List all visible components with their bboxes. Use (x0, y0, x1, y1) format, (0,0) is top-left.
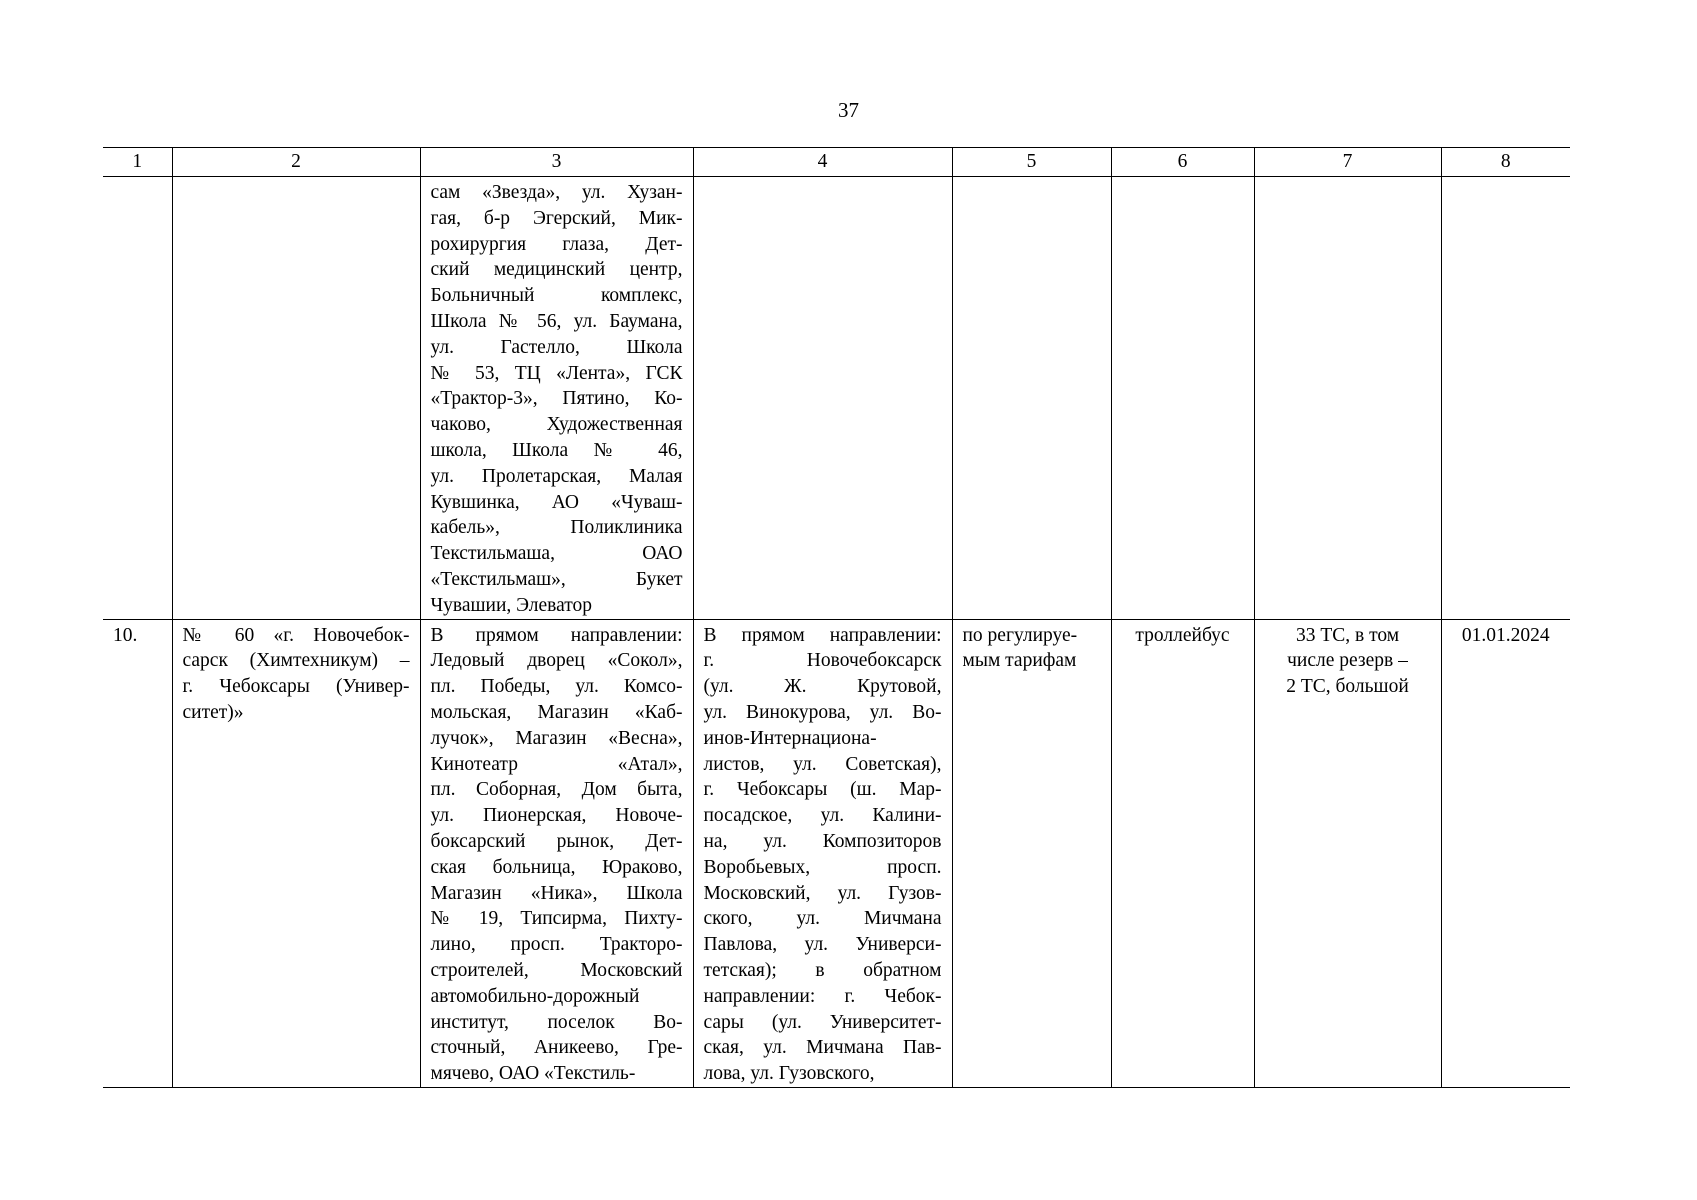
route-stops (420, 619, 693, 1087)
cell-line: г. Чебоксары (Универ- (182, 676, 410, 698)
cell-line: г. Новочебоксарск (703, 650, 942, 672)
cell-line: мольская, Магазин «Каб- (430, 701, 683, 723)
cell-line: № 60 «г. Новочебок- (182, 624, 410, 646)
continuation-row (103, 177, 1570, 620)
cell-line: мым тарифам (962, 650, 1077, 672)
cell-line: пл. Победы, ул. Комсо- (430, 676, 683, 698)
cell-line: ул. Винокурова, ул. Во- (703, 701, 942, 723)
cell-line: В прямом направлении: (703, 624, 942, 646)
cont-cell-2 (172, 177, 420, 620)
cell-line: посадское, ул. Калини- (703, 805, 942, 827)
route-vehicle-type: троллейбус (1111, 619, 1254, 1087)
cell-line: «Трактор-3», Пятино, Ко- (430, 388, 683, 410)
cell-line: на, ул. Композиторов (703, 830, 942, 852)
cell-line: В прямом направлении: (430, 624, 683, 646)
cell-line: гая, б-р Эгерский, Мик- (430, 207, 683, 229)
route-capacity (1254, 619, 1441, 1087)
cell-line: «Текстильмаш», Букет (430, 568, 683, 590)
cell-line: чаково, Художественная (430, 414, 683, 436)
cell-line: Больничный комплекс, (430, 285, 683, 307)
cell-line: боксарский рынок, Дет- (430, 830, 683, 852)
cell-line: ул. Гастелло, Школа (430, 336, 683, 358)
route-name (172, 619, 420, 1087)
header-col-3: 3 (420, 148, 693, 177)
cell-line: институт, поселок Во- (430, 1011, 683, 1033)
cell-line: 2 ТС, большой (1286, 676, 1409, 698)
cell-line: № 53, ТЦ «Лента», ГСК (430, 362, 683, 384)
page-number: 37 (838, 98, 859, 122)
cell-line: ская, ул. Мичмана Пав- (703, 1037, 942, 1059)
cell-line: Воробьевых, просп. (703, 856, 942, 878)
table-header-row (103, 148, 1570, 177)
cell-line: лучок», Магазин «Весна», (430, 727, 683, 749)
cont-cell-8 (1441, 177, 1570, 620)
cell-line: листов, ул. Советская), (703, 753, 942, 775)
cell-line: 33 ТС, в том (1295, 624, 1400, 646)
header-col-8: 8 (1441, 148, 1570, 177)
table-row (103, 619, 1570, 1087)
route-tariff (952, 619, 1111, 1087)
route-number: 10. (103, 619, 172, 1087)
route-start-date: 01.01.2024 (1441, 619, 1570, 1087)
cell-line: Текстильмаша, ОАО (430, 543, 683, 565)
cell-line: сточный, Аникеево, Гре- (430, 1037, 683, 1059)
header-col-7: 7 (1254, 148, 1441, 177)
route-streets (693, 619, 952, 1087)
header-col-1: 1 (103, 148, 172, 177)
cont-cell-5 (952, 177, 1111, 620)
cell-line: Ледовый дворец «Сокол», (430, 650, 683, 672)
cont-cell-1 (103, 177, 172, 620)
cell-line: ская больница, Юраково, (430, 856, 683, 878)
cell-line: ского, ул. Мичмана (703, 908, 942, 930)
cell-line: (ул. Ж. Крутовой, (703, 676, 942, 698)
cell-line: автомобильно-дорожный (430, 985, 640, 1007)
cell-line: пл. Соборная, Дом быта, (430, 779, 683, 801)
cell-line: Кувшинка, АО «Чуваш- (430, 491, 683, 513)
header-col-6: 6 (1111, 148, 1254, 177)
cell-line: сарск (Химтехникум) – (182, 650, 410, 672)
cell-line: г. Чебоксары (ш. Мар- (703, 779, 942, 801)
cell-line: ситет)» (182, 701, 244, 723)
header-col-5: 5 (952, 148, 1111, 177)
cell-line: рохирургия глаза, Дет- (430, 233, 683, 255)
cell-line: Магазин «Ника», Школа (430, 882, 683, 904)
routes-table (103, 147, 1570, 1088)
cell-line: направлении: г. Чебок- (703, 985, 942, 1007)
cell-line: инов-Интернациона- (703, 727, 877, 749)
cell-line: Чувашии, Элеватор (430, 594, 593, 616)
cell-line: мячево, ОАО «Текстиль- (430, 1063, 636, 1085)
cell-line: тетская); в обратном (703, 959, 942, 981)
cell-line: ул. Пролетарская, Малая (430, 465, 683, 487)
cell-line: Кинотеатр «Атал», (430, 753, 683, 775)
cont-cell-7 (1254, 177, 1441, 620)
cell-line: сары (ул. Университет- (703, 1011, 942, 1033)
cell-line: № 19, Типсирма, Пихту- (430, 908, 683, 930)
cell-line: ский медицинский центр, (430, 259, 683, 281)
cont-cell-4 (693, 177, 952, 620)
header-col-2: 2 (172, 148, 420, 177)
cell-line: сам «Звезда», ул. Хузан- (430, 182, 683, 203)
cell-line: школа, Школа № 46, (430, 439, 683, 461)
cell-line: ул. Пионерская, Новоче- (430, 805, 683, 827)
cell-line: числе резерв – (1287, 650, 1408, 672)
cell-line: строителей, Московский (430, 959, 683, 981)
cell-line: Московский, ул. Гузов- (703, 882, 942, 904)
cell-line: лино, просп. Тракторо- (430, 934, 683, 956)
cell-line: Павлова, ул. Универси- (703, 934, 942, 956)
cont-stops-cell (420, 177, 693, 620)
cell-line: по регулируе- (962, 624, 1078, 646)
cont-cell-6 (1111, 177, 1254, 620)
cell-line: лова, ул. Гузовского, (703, 1063, 875, 1085)
cell-line: Школа № 56, ул. Баумана, (430, 310, 683, 332)
cell-line: кабель», Поликлиника (430, 517, 683, 539)
header-col-4: 4 (693, 148, 952, 177)
